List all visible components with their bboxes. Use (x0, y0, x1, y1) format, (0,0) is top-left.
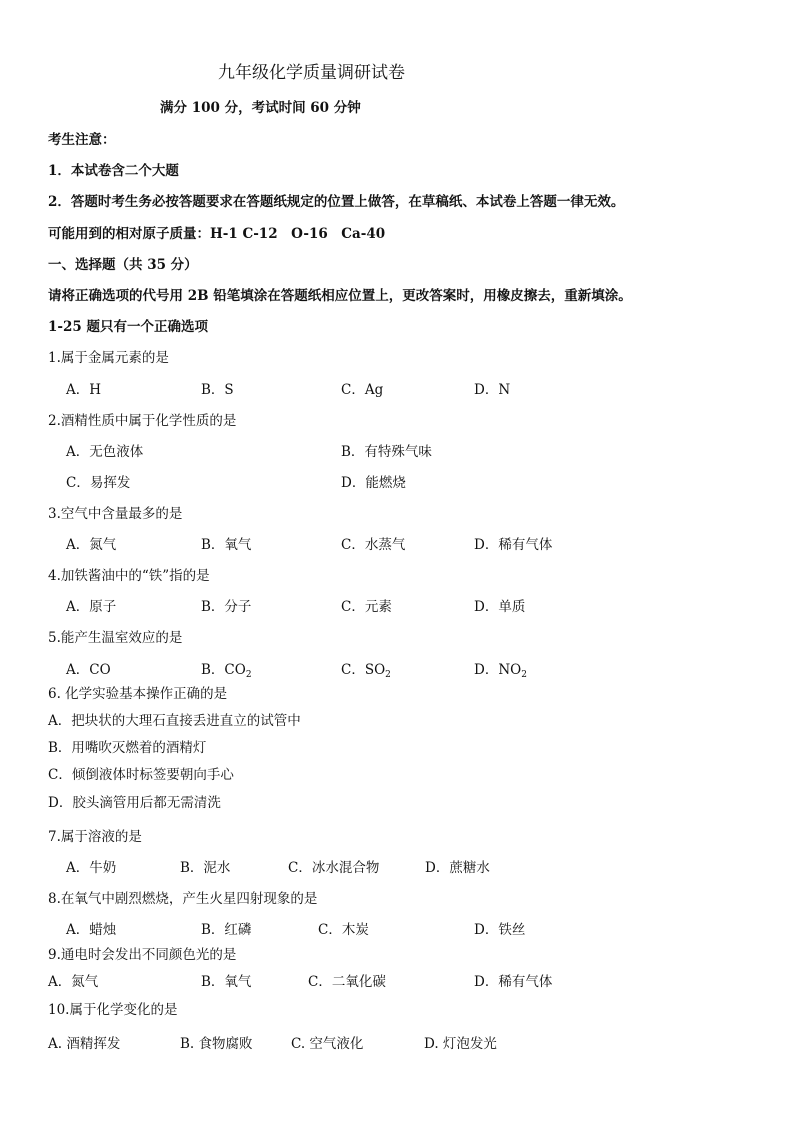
question-stem-9: 9.通电时会发出不同颜色光的是 (48, 947, 237, 963)
q3-option-a: A．氮气 (66, 537, 117, 553)
q2-option-b: B．有特殊气味 (341, 444, 432, 460)
q1-option-c: C．Ag (341, 382, 384, 398)
q4-option-b: B．分子 (201, 599, 252, 615)
section-instruction: 请将正确选项的代号用 2B 铅笔填涂在答题纸相应位置上，更改答案时，用橡皮擦去，重新填涂。 (48, 288, 632, 304)
question-stem-3: 3.空气中含量最多的是 (48, 506, 183, 522)
notice-item-2: 2．答题时考生务必按答题要求在答题纸规定的位置上做答，在草稿纸、本试卷上答题一律无效。 (48, 194, 625, 210)
q6-option-c: C．倾倒液体时标签要朝向手心 (48, 767, 234, 783)
page-title: 九年级化学质量调研试卷 (218, 63, 405, 83)
q10-option-c: C. 空气液化 (291, 1036, 364, 1052)
q1-option-a: A．H (66, 382, 102, 398)
question-stem-10: 10.属于化学变化的是 (48, 1002, 178, 1018)
q7-option-b: B．泥水 (180, 860, 231, 876)
question-stem-6: 6. 化学实验基本操作正确的是 (48, 686, 228, 702)
question-stem-4: 4.加铁酱油中的“铁”指的是 (48, 568, 210, 584)
q3-option-c: C．水蒸气 (341, 537, 406, 553)
q4-option-d: D．单质 (474, 599, 526, 615)
q1-option-d: D．N (474, 382, 511, 398)
q4-option-c: C．元素 (341, 599, 392, 615)
q4-option-a: A．原子 (66, 599, 117, 615)
notice-item-1: 1．本试卷含二个大题 (48, 163, 179, 179)
q2-option-a: A．无色液体 (66, 444, 144, 460)
q8-option-a: A．蜡烛 (66, 922, 117, 938)
notice-heading: 考生注意： (48, 132, 116, 148)
q8-option-b: B．红磷 (201, 922, 252, 938)
q5-option-d: D．$NO_2$ (474, 662, 527, 680)
q9-option-d: D．稀有气体 (474, 974, 553, 990)
q9-option-b: B．氧气 (201, 974, 252, 990)
q2-option-c: C．易挥发 (66, 475, 131, 491)
q10-option-b: B. 食物腐败 (180, 1036, 253, 1052)
section-heading: 一、选择题（共 35 分） (48, 257, 198, 273)
q7-option-d: D．蔗糖水 (425, 860, 490, 876)
q6-option-b: B．用嘴吹灭燃着的酒精灯 (48, 740, 207, 756)
question-stem-8: 8.在氧气中剧烈燃烧，产生火星四射现象的是 (48, 891, 318, 907)
question-stem-2: 2.酒精性质中属于化学性质的是 (48, 413, 237, 429)
q10-option-a: A. 酒精挥发 (48, 1036, 121, 1052)
question-stem-5: 5.能产生温室效应的是 (48, 630, 183, 646)
q1-option-b: B．S (201, 382, 234, 398)
q10-option-d: D. 灯泡发光 (424, 1036, 497, 1052)
q7-option-a: A．牛奶 (66, 860, 117, 876)
q9-option-a: A．氮气 (48, 974, 99, 990)
atomic-mass-line: 可能用到的相对原子质量：H-1 C-12 O-16 Ca-40 (48, 226, 386, 242)
q9-option-c: C．二氧化碳 (308, 974, 386, 990)
q2-option-d: D．能燃烧 (341, 475, 406, 491)
section-subheading: 1-25 题只有一个正确选项 (48, 319, 208, 335)
q7-option-c: C．冰水混合物 (288, 860, 380, 876)
q8-option-d: D．铁丝 (474, 922, 526, 938)
q8-option-c: C．木炭 (318, 922, 369, 938)
q6-option-a: A．把块状的大理石直接丢进直立的试管中 (48, 713, 301, 729)
q3-option-d: D．稀有气体 (474, 537, 553, 553)
question-stem-1: 1.属于金属元素的是 (48, 350, 169, 366)
q3-option-b: B．氧气 (201, 537, 252, 553)
q5-option-b: B．$CO_2$ (201, 662, 252, 680)
q6-option-d: D．胶头滴管用后都无需清洗 (48, 795, 221, 811)
q5-option-c: C．$SO_2$ (341, 662, 391, 680)
page-subtitle: 满分 100 分，考试时间 60 分钟 (160, 100, 361, 116)
question-stem-7: 7.属于溶液的是 (48, 829, 142, 845)
q5-option-a: A．CO (66, 662, 111, 678)
